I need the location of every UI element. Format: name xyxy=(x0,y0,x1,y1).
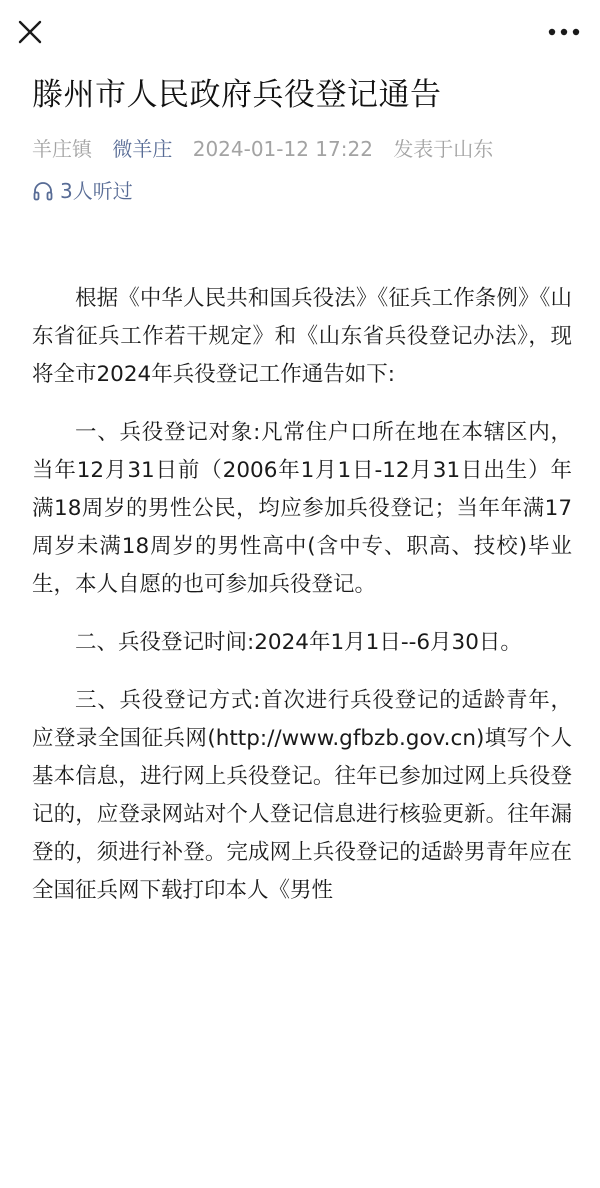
article-title: 滕州市人民政府兵役登记通告 xyxy=(32,77,442,113)
close-icon xyxy=(14,16,46,48)
more-button[interactable] xyxy=(546,16,582,48)
more-dots-icon xyxy=(546,16,582,48)
article-source: 羊庄镇 xyxy=(32,137,92,161)
publish-location: 发表于山东 xyxy=(393,137,494,161)
close-button[interactable] xyxy=(14,16,46,48)
listen-count: 3人听过 xyxy=(60,179,133,203)
article-header xyxy=(32,72,572,206)
article-meta xyxy=(32,134,572,164)
account-name-link[interactable]: 微羊庄 xyxy=(112,137,173,161)
article-body xyxy=(32,280,572,930)
listen-info[interactable] xyxy=(32,176,572,206)
top-bar xyxy=(0,0,600,64)
paragraph-registration-method: 三、兵役登记方式:首次进行兵役登记的适龄青年，应登录全国征兵网(http://www.gfbzb.gov.cn)填写个人基本信息，进行网上兵役登记。往年已参加过网上兵役登记的，应登录网站对个人登记信息进行核验更新。往年漏登的，须进行补登。完成网上兵役登记的适龄男青年应在全国征兵网下载打印本人《男性 xyxy=(32,688,572,903)
headphones-icon xyxy=(32,180,54,202)
paragraph-intro: 根据《中华人民共和国兵役法》《征兵工作条例》《山东省征兵工作若干规定》和《山东省兵役登记办法》，现将全市2024年兵役登记工作通告如下: xyxy=(32,286,572,387)
paragraph-registration-target: 一、兵役登记对象:凡常住户口所在地在本辖区内，当年12月31日前（2006年1月1日-12月31日出生）年满18周岁的男性公民，均应参加兵役登记；当年年满17周岁未满18周岁的男性高中(含中专、职高、技校)毕业生，本人自愿的也可参加兵役登记。 xyxy=(32,420,572,597)
publish-datetime: 2024-01-12 17:22 xyxy=(192,137,373,161)
paragraph-registration-time: 二、兵役登记时间:2024年1月1日--6月30日。 xyxy=(75,630,522,655)
